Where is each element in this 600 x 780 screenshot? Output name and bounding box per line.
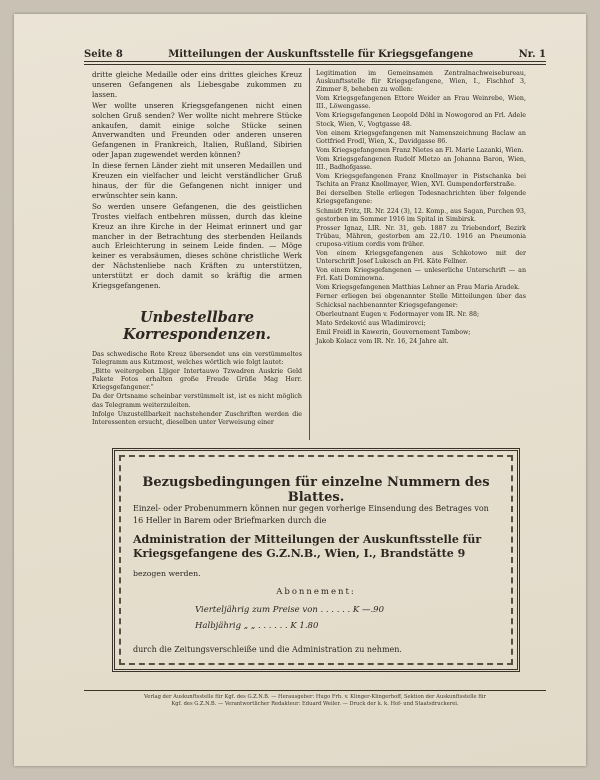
- list-item: Emil Freidl in Kawerin, Gouvernement Tambow;: [316, 328, 471, 336]
- price-halfyear: Halbjährig „ „ . . . . . . K 1.80: [195, 621, 319, 631]
- paragraph: Das schwedische Rote Kreuz übersendet uns ein verstümmeltes Telegramm aus Kutzmost, welches wörtlich wie folgt lautet:: [92, 350, 302, 367]
- list-item: Vom Kriegsgefangenen Leopold Döhl in Nowogorod an Frl. Adele Stock, Wien, V., Vogtgasse 48.: [316, 112, 526, 128]
- page-number: Seite 8: [84, 49, 123, 60]
- box-text: Einzel- oder Probenummern können nur gegen vorherige Einsendung des Betrages von 16 Heller in Barem oder Briefmarken durch die: [133, 504, 489, 525]
- subscription-box: [112, 448, 520, 672]
- box-text: bezogen werden.: [133, 569, 201, 578]
- publication-title: Mitteilungen der Auskunftsstelle für Kriegsgefangene: [168, 49, 474, 60]
- paragraph: Wer wollte unseren Kriegsgefangenen nicht einen solchen Gruß senden? Wer wollte nicht mehrere Stücke ankaufen, damit einige solche Stücke seinen Anverwandten und Freunden oder anderen unseren Gefangenen in Frankreich, Italien, Rußland, Sibirien oder Japan zugewendet werden können?: [92, 100, 302, 160]
- box-title: Bezugsbedingungen für einzelne Nummern des Blattes.: [142, 475, 490, 505]
- list-item: Prosser Ignaz, LIR. Nr. 31, geb. 1887 zu Triebendorf, Bezirk Trübau, Mähren, gestorben am 22./10. 1916 an Pneumonia cruposa-vitium cordis vom früher.: [316, 224, 526, 248]
- column-divider: [309, 68, 310, 440]
- list-item: Jakob Kolacz vom IR. Nr. 16, 24 Jahre alt.: [316, 337, 449, 345]
- subscription-label: Abonnement:: [276, 587, 356, 597]
- imprint: Verlag der Auskunftsstelle für Kgf. des G.Z.N.B. — Herausgeber: Hugo Frh. v. Klinger-Klingerhoff, Sektion der Auskunftsstelle für Kgf. des G.Z.N.B. — Verantwortlicher Redakteur: Eduard Weiler. — Druck der k. k. Hof- und Staatsdruckerei.: [144, 694, 486, 707]
- list-item: Schmidt Fritz, IR. Nr. 224 (3), 12. Komp., aus Sagan, Purchen 93, gestorben im Sommer 1916 im Spital in Simbirsk.: [316, 207, 526, 223]
- paragraph: Ferner erliegen bei obgenannter Stelle Mitteilungen über das Schicksal nachbenannter Kriegsgefangener:: [316, 293, 526, 309]
- list-item: Von einem Kriegsgefangenen aus Schkotowo mit der Unterschrift Josef Lukesch an Frl. Käte Fellner.: [316, 249, 526, 266]
- list-item: Vom Kriegsgefangenen Rudolf Mletzo an Johanna Baron, Wien, III., Badhofgasse.: [316, 155, 526, 172]
- list-item: Oberleutnant Eugen v. Fodormayer vom IR. Nr. 88;: [316, 310, 480, 318]
- paragraph: Infolge Unzustellbarkeit nachstehender Zuschriften werden die Interessenten ersucht, dieselben unter Verweisung einer: [92, 410, 302, 426]
- paragraph: Legitimation im Gemeinsamen Zentralnachweisebureau, Auskunftsstelle für Kriegsgefangene, Wien, I., Fischhof 3, Zimmer 8, beheben zu wollen:: [316, 70, 526, 94]
- list-item: Vom Kriegsgefangenen Ettore Weider an Frau Weinrebe, Wien, III., Löwengasse.: [316, 95, 526, 111]
- list-item: Von einem Kriegsgefangenen mit Namenszeichnung Baclaw an Gottfried Frodl, Wien, X., Davidgasse 86.: [316, 129, 526, 145]
- paragraph: „Bitte weitergeben Lljiger Intertauwo Tzwadren Auskrie Geld Pakete Fotos erhalten große Freude Grüße Mag Herr. Kriegsgefangener.“: [92, 368, 302, 392]
- left-column: [92, 70, 302, 428]
- paragraph: dritte gleiche Medaille oder eins drittes gleiches Kreuz unseren Gefangenen als Liebesgabe zukommen zu lassen.: [92, 70, 302, 99]
- header-rule: [84, 61, 546, 62]
- paragraph: Bei derselben Stelle erliegen Todesnachrichten über folgende Kriegsgefangene:: [316, 190, 526, 206]
- list-item: Vom Kriegsgefangenen Matthias Lehner an Frau Maria Aradek.: [316, 284, 520, 292]
- list-item: Von einem Kriegsgefangenen — unleserliche Unterschrift — an Frl. Kati Dominowna.: [316, 267, 526, 283]
- section-headline: Unbestellbare Korrespondenzen.: [123, 308, 271, 343]
- box-footer-text: durch die Zeitungsverschleiße und die Administration zu nehmen.: [133, 645, 402, 654]
- paragraph: In diese fernen Länder zieht mit unseren Medaillen und Kreuzen ein vielfacher und leicht verständlicher Gruß hinaus, der für die Gefangenen nicht inniger und erwünschter sein kann.: [92, 161, 302, 200]
- list-item: Mato Srdeković aus Wladimirovci;: [316, 319, 426, 327]
- footer-rule: [84, 690, 546, 691]
- list-item: Vom Kriegsgefangenen Franz Knollmayer in Pistschanka bei Tschita an Franz Knollmayer, Wien, XVI. Gumpendorferstraße.: [316, 173, 526, 189]
- page-header: [84, 44, 546, 60]
- issue-number: Nr. 1: [518, 49, 546, 60]
- paragraph: Da der Ortsname scheinbar verstümmelt ist, ist es nicht möglich das Telegramm weiterzuleiten.: [92, 393, 302, 409]
- right-column: [316, 70, 526, 347]
- paragraph: So werden unsere Gefangenen, die des geistlichen Trostes vielfach entbehren müssen, durch das kleine Kreuz an ihre Kirche in der Heimat erinnert und gar mancher in der Betrachtung des sterbenden Heilands auch Erleichterung in seinem Leide finden. — Möge keiner es verabsäumen, dieses schöne christliche Werk der Nächstenliebe nach Kräften zu unterstützen, unterstützt er doch damit so kräftig die armen Kriegsgefangenen.: [92, 201, 302, 291]
- header-rule-2: [84, 64, 546, 65]
- price-quarterly: Vierteljährig zum Preise von . . . . . . K —.90: [195, 605, 384, 615]
- list-item: Vom Kriegsgefangenen Franz Nietes an Fl. Marie Lazanki, Wien.: [316, 146, 524, 154]
- administration-address: Administration der Mitteilungen der Auskunftsstelle für Kriegsgefangene des G.Z.N.B., Wien, I., Brandstätte 9: [133, 533, 482, 560]
